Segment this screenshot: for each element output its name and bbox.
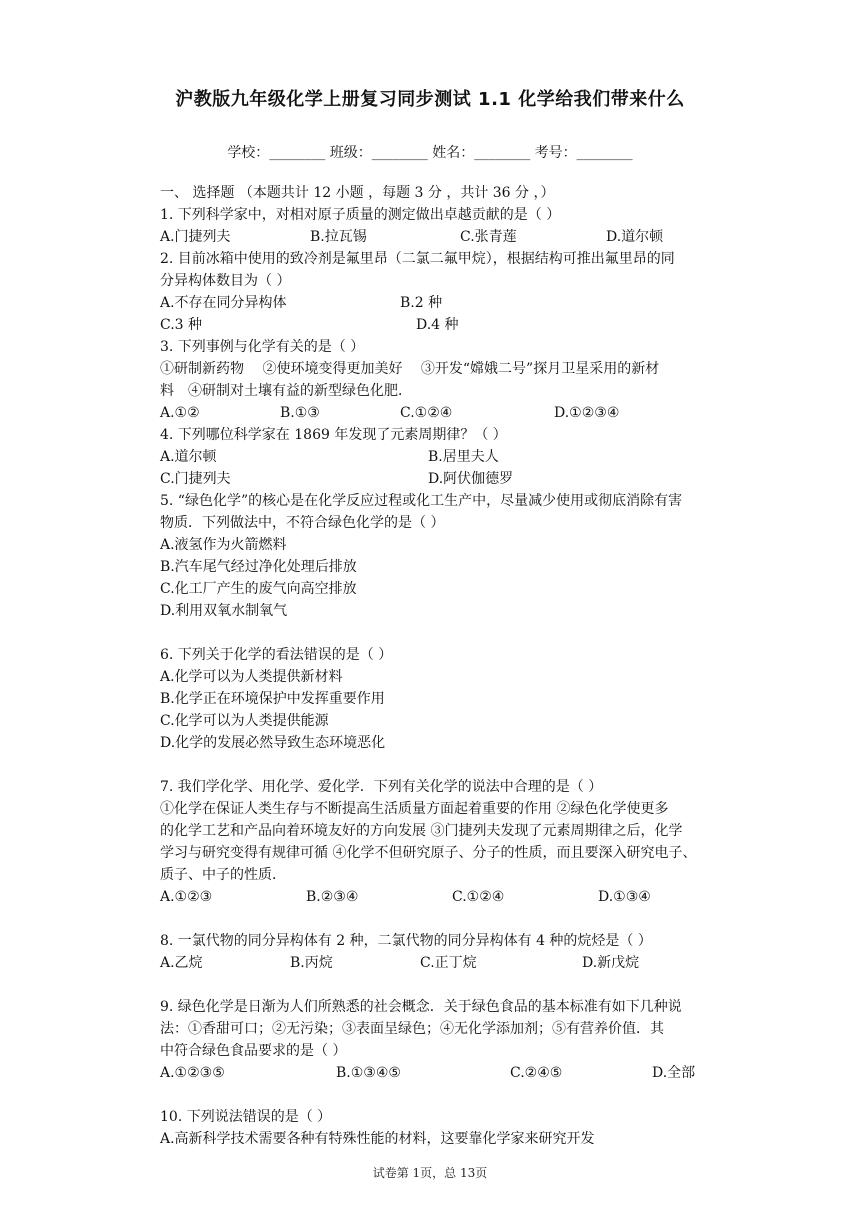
option-a: A.不存在同分异构体 (160, 295, 287, 311)
option-c: C.化学可以为人类提供能源 (160, 713, 329, 729)
option-a: A.道尔顿 (160, 449, 217, 465)
option-a: A.液氢作为火箭燃料 (160, 537, 287, 553)
option-b: B.居里夫人 (428, 449, 499, 465)
question-3-stem-line-1: 3. 下列事例与化学有关的是（ ） (160, 339, 365, 355)
option-a: A.门捷列夫 (160, 229, 231, 245)
option-c: C.3 种 (160, 317, 203, 333)
option-c: C.①②④ (452, 889, 505, 905)
option-a: A.①②③⑤ (160, 1065, 225, 1081)
option-d: D.道尔顿 (606, 229, 664, 245)
option-d: D.①②③④ (554, 405, 620, 421)
option-a: A.乙烷 (160, 955, 203, 971)
option-d: D.阿伏伽德罗 (428, 471, 514, 487)
option-b: B.汽车尾气经过净化处理后排放 (160, 559, 357, 575)
question-4-stem: 4. 下列哪位科学家在 1869 年发现了元素周期律？（ ） (160, 427, 507, 443)
question-8-options (160, 952, 720, 974)
question-9-stem-line-3: 中符合绿色食品要求的是（ ） (160, 1043, 347, 1059)
question-7-stem-line-3: 的化学工艺和产品向着环境友好的方向发展 ③门捷列夫发现了元素周期律之后，化学 (160, 823, 683, 839)
question-8-stem: 8. 一氯代物的同分异构体有 2 种，二氯代物的同分异构体有 4 种的烷烃是（ ） (160, 933, 652, 949)
question-2-stem-line-2: 分异构体数目为（ ） (160, 273, 291, 289)
question-6-stem: 6. 下列关于化学的看法错误的是（ ） (160, 647, 393, 663)
option-a: A.化学可以为人类提供新材料 (160, 669, 343, 685)
question-5-stem-line-2: 物质．下列做法中，不符合绿色化学的是（ ） (160, 515, 445, 531)
option-c: C.①②④ (400, 405, 453, 421)
option-b: B.①③ (280, 405, 320, 421)
option-a: A.①② (160, 405, 200, 421)
option-b: B.②③④ (306, 889, 359, 905)
option-c: C.张青莲 (460, 229, 517, 245)
question-3-options (160, 402, 720, 424)
question-2-options-row-2 (160, 314, 720, 336)
question-list (160, 182, 720, 1150)
question-9-stem-line-1: 9. 绿色化学是日渐为人们所熟悉的社会概念．关于绿色食品的基本标准有如下几种说 (160, 999, 682, 1015)
option-d: D.4 种 (416, 317, 459, 333)
option-c: C.②④⑤ (510, 1065, 563, 1081)
question-7-stem-line-1: 7. 我们学化学、用化学、爱化学．下列有关化学的说法中合理的是（ ） (160, 779, 603, 795)
question-3-stem-line-3: 料 ④研制对土壤有益的新型绿色化肥． (160, 383, 412, 399)
option-d: D.全部 (652, 1065, 696, 1081)
question-9-options (160, 1062, 720, 1084)
option-b: B.①③④⑤ (336, 1065, 401, 1081)
option-d: D.新戊烷 (582, 955, 640, 971)
question-5-stem-line-1: 5. “绿色化学”的核心是在化学反应过程或化工生产中，尽量减少使用或彻底消除有害 (160, 493, 683, 509)
question-10-stem: 10. 下列说法错误的是（ ） (160, 1109, 332, 1125)
question-4-options-row-1 (160, 446, 720, 468)
option-b: B.拉瓦锡 (310, 229, 367, 245)
option-c: C.化工厂产生的废气向高空排放 (160, 581, 357, 597)
student-info-line: 学校：________ 班级：________ 姓名：________ 考号：________ (227, 145, 633, 161)
option-d: D.利用双氧水制氧气 (160, 603, 288, 619)
question-2-stem-line-1: 2. 目前冰箱中使用的致冷剂是氟里昂（二氯二氟甲烷），根据结构可推出氟里昂的同 (160, 251, 675, 267)
question-2-options-row-1 (160, 292, 720, 314)
question-1-options (160, 226, 720, 248)
question-7-options (160, 886, 720, 908)
question-7-stem-line-4: 学习与研究变得有规律可循 ④化学不但研究原子、分子的性质，而且要深入研究电子、 (160, 845, 697, 861)
option-d: D.①③④ (598, 889, 651, 905)
question-3-stem-line-2: ①研制新药物 ②使环境变得更加美好 ③开发“嫦娥二号”探月卫星采用的新材 (160, 361, 660, 377)
option-c: C.门捷列夫 (160, 471, 231, 487)
option-a: A.高新科学技术需要各种有特殊性能的材料，这要靠化学家来研究开发 (160, 1131, 595, 1147)
option-b: B.丙烷 (290, 955, 333, 971)
question-7-stem-line-5: 质子、中子的性质． (160, 867, 286, 883)
option-b: B.化学正在环境保护中发挥重要作用 (160, 691, 385, 707)
option-d: D.化学的发展必然导致生态环境恶化 (160, 735, 386, 751)
question-7-stem-line-2: ①化学在保证人类生存与不断提高生活质量方面起着重要的作用 ②绿色化学使更多 (160, 801, 669, 817)
page-title: 沪教版九年级化学上册复习同步测试 1.1 化学给我们带来什么 (175, 89, 685, 110)
question-9-stem-line-2: 法：①香甜可口；②无污染；③表面呈绿色；④无化学添加剂；⑤有营养价值．其 (160, 1021, 664, 1037)
option-b: B.2 种 (400, 295, 443, 311)
question-1-stem: 1. 下列科学家中，对相对原子质量的测定做出卓越贡献的是（ ） (160, 207, 561, 223)
option-a: A.①②③ (160, 889, 213, 905)
option-c: C.正丁烷 (420, 955, 477, 971)
section-heading: 一、 选择题 （本题共计 12 小题 ，每题 3 分 ，共计 36 分 ，） (160, 185, 555, 201)
question-4-options-row-2 (160, 468, 720, 490)
page-footer: 试卷第 1页，总 13页 (372, 1166, 488, 1180)
